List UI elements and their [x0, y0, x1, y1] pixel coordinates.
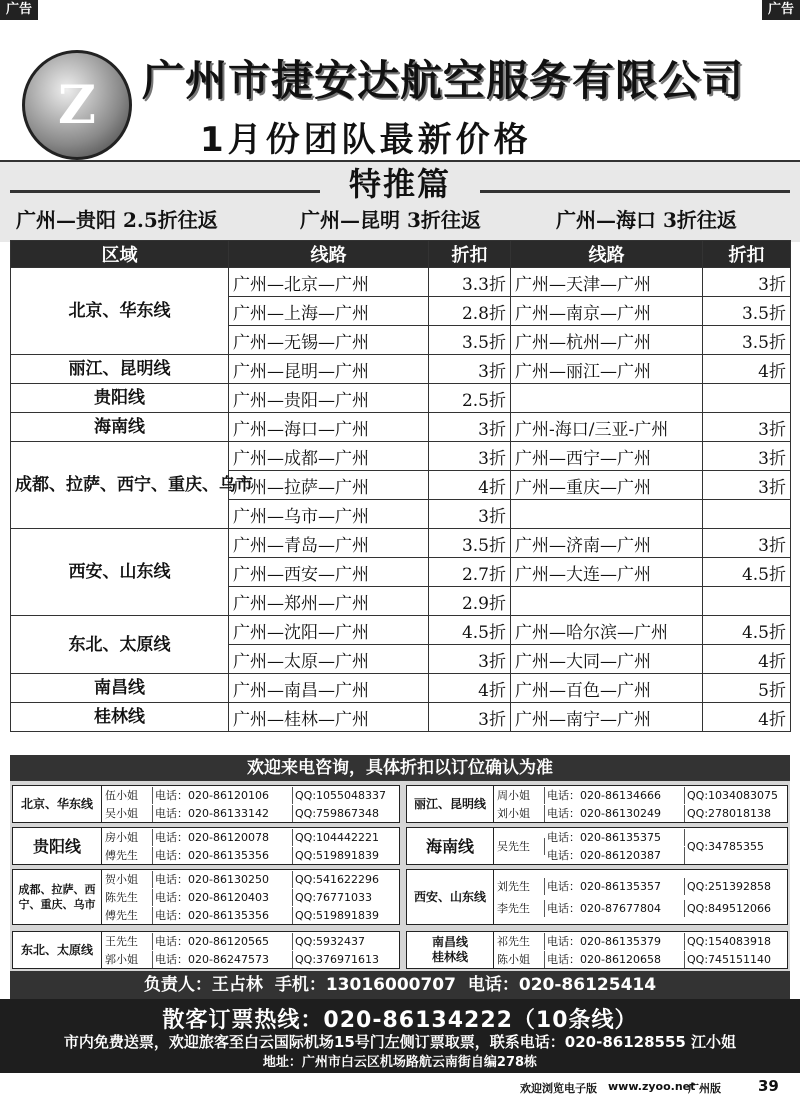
contact-row — [495, 805, 795, 822]
region-cell: 桂林线 — [11, 703, 229, 732]
contact-block-nanchang-guilin — [406, 931, 788, 969]
route-cell: 广州—乌市—广州 — [229, 500, 429, 529]
discount-cell — [703, 384, 791, 413]
contact-name: 贺小姐 — [103, 871, 153, 888]
route-cell: 广州—大同—广州 — [511, 645, 703, 674]
contact-block-lijiang — [406, 785, 788, 823]
region-cell: 海南线 — [11, 413, 229, 442]
contact-phone: 电话：020-86120078 — [153, 829, 293, 846]
discount-cell: 2.5折 — [429, 384, 511, 413]
contact-block-hainan — [406, 827, 788, 865]
contact-phone: 电话：020-87677804 — [545, 900, 685, 917]
ad-label-left: 广告 — [0, 0, 38, 20]
contact-region: 西安、山东线 — [407, 870, 494, 924]
discount-cell: 3折 — [429, 703, 511, 732]
route-cell: 广州—无锡—广州 — [229, 326, 429, 355]
contact-qq: QQ:745151140 — [687, 953, 772, 966]
contact-qq: QQ:34785355 — [687, 840, 765, 853]
contact-phone: 电话：020-86135357 — [545, 878, 685, 895]
manager-mobile: 手机：13016000707 — [274, 975, 456, 995]
contact-region: 海南线 — [407, 828, 494, 864]
discount-cell: 4折 — [703, 645, 791, 674]
discount-cell: 3折 — [429, 645, 511, 674]
contact-region — [407, 932, 494, 968]
contact-row — [495, 787, 795, 804]
contact-row — [495, 838, 545, 855]
contact-phone: 电话：020-86133142 — [153, 805, 293, 822]
header-route: 线路 — [229, 241, 429, 268]
contact-name: 祁先生 — [495, 933, 545, 950]
route-cell: 广州—北京—广州 — [229, 268, 429, 297]
contact-phone: 电话：020-86135356 — [153, 847, 293, 864]
route-cell: 广州—天津—广州 — [511, 268, 703, 297]
discount-cell: 4折 — [429, 471, 511, 500]
discount-cell: 2.7折 — [429, 558, 511, 587]
contact-row — [495, 951, 795, 968]
contact-block-dongbei — [12, 931, 400, 969]
discount-cell: 3折 — [703, 529, 791, 558]
contact-row — [103, 829, 403, 846]
contact-name: 傅先生 — [103, 907, 153, 924]
contact-row — [495, 933, 795, 950]
route-cell: 广州—南昌—广州 — [229, 674, 429, 703]
contact-phone: 电话：020-86135375 — [545, 829, 685, 846]
discount-cell: 3折 — [429, 442, 511, 471]
route-cell: 广州—太原—广州 — [229, 645, 429, 674]
route-cell: 广州—成都—广州 — [229, 442, 429, 471]
contact-row — [685, 838, 795, 855]
contact-phone: 电话：020-86120403 — [153, 889, 293, 906]
route-cell: 广州—拉萨—广州 — [229, 471, 429, 500]
route-cell: 广州—贵阳—广州 — [229, 384, 429, 413]
manager-phone: 电话：020-86125414 — [467, 975, 657, 995]
contact-qq: QQ:278018138 — [687, 807, 772, 820]
route-cell: 广州—桂林—广州 — [229, 703, 429, 732]
discount-cell: 3折 — [429, 413, 511, 442]
route-cell: 广州—郑州—广州 — [229, 587, 429, 616]
table-row — [11, 529, 791, 558]
contact-qq: QQ:376971613 — [295, 953, 380, 966]
contact-row — [495, 878, 795, 895]
contact-row — [545, 829, 685, 846]
discount-cell: 3折 — [703, 471, 791, 500]
price-table — [10, 240, 791, 732]
page-footer — [0, 1076, 800, 1098]
contact-qq: QQ:1034083075 — [687, 789, 779, 802]
region-cell: 南昌线 — [11, 674, 229, 703]
route-cell: 广州—海口—广州 — [229, 413, 429, 442]
table-header-row — [11, 241, 791, 268]
table-row — [11, 384, 791, 413]
contact-row — [545, 847, 685, 864]
logo-glyph: Z — [58, 75, 96, 136]
table-row — [11, 355, 791, 384]
contact-qq: QQ:1055048337 — [295, 789, 387, 802]
region-cell: 成都、拉萨、西宁、重庆、乌市 — [11, 442, 229, 529]
contact-qq: QQ:76771033 — [295, 891, 373, 904]
route-cell — [511, 587, 703, 616]
contact-region: 丽江、昆明线 — [407, 786, 494, 822]
discount-cell: 3.3折 — [429, 268, 511, 297]
discount-cell: 3.5折 — [703, 326, 791, 355]
contact-region: 贵阳线 — [13, 828, 102, 864]
route-cell: 广州—杭州—广州 — [511, 326, 703, 355]
region-cell: 丽江、昆明线 — [11, 355, 229, 384]
footer-text: 欢迎浏览电子版 — [520, 1082, 597, 1095]
table-row — [11, 674, 791, 703]
route-cell: 广州-海口/三亚-广州 — [511, 413, 703, 442]
discount-cell: 3折 — [429, 355, 511, 384]
contact-name: 房小姐 — [103, 829, 153, 846]
route-cell: 广州—西宁—广州 — [511, 442, 703, 471]
promo-kunming: 广州—昆明 3折往返 — [300, 208, 481, 232]
route-cell: 广州—丽江—广州 — [511, 355, 703, 384]
contact-region-nanchang: 南昌线 — [431, 935, 468, 949]
route-cell: 广州—济南—广州 — [511, 529, 703, 558]
contact-row — [103, 871, 403, 888]
discount-cell: 4折 — [703, 703, 791, 732]
contact-region: 成都、拉萨、西宁、重庆、乌市 — [13, 870, 102, 924]
contact-block-beijing — [12, 785, 400, 823]
page-subtitle: 1月份团队最新价格 — [200, 120, 532, 160]
manager-bar — [10, 971, 790, 999]
discount-cell — [703, 500, 791, 529]
contact-qq: QQ:541622296 — [295, 873, 380, 886]
discount-cell: 3折 — [429, 500, 511, 529]
page-number: 39 — [758, 1077, 779, 1095]
contact-row — [103, 933, 403, 950]
contact-name: 傅先生 — [103, 847, 153, 864]
table-row — [11, 268, 791, 297]
header-region: 区域 — [11, 241, 229, 268]
contact-phone: 电话：020-86120106 — [153, 787, 293, 804]
contact-region-guilin: 桂林线 — [431, 950, 468, 964]
contact-name: 伍小姐 — [103, 787, 153, 804]
hotline-delivery: 市内免费送票，欢迎旅客至白云国际机场15号门左侧订票取票，联系电话：020-86128555 江小姐 — [63, 1033, 737, 1051]
region-cell: 东北、太原线 — [11, 616, 229, 674]
route-cell: 广州—昆明—广州 — [229, 355, 429, 384]
contacts-panel — [10, 781, 790, 971]
discount-cell: 3.5折 — [703, 297, 791, 326]
contact-phone: 电话：020-86120565 — [153, 933, 293, 950]
contact-phone: 电话：020-86120387 — [545, 847, 685, 864]
route-cell: 广州—南京—广州 — [511, 297, 703, 326]
route-cell: 广州—沈阳—广州 — [229, 616, 429, 645]
contact-name: 陈小姐 — [495, 951, 545, 968]
discount-cell: 4.5折 — [703, 616, 791, 645]
contact-qq: QQ:154083918 — [687, 935, 772, 948]
route-cell — [511, 384, 703, 413]
contact-name: 王先生 — [103, 933, 153, 950]
route-cell: 广州—南宁—广州 — [511, 703, 703, 732]
contact-name: 陈先生 — [103, 889, 153, 906]
header-route: 线路 — [511, 241, 703, 268]
discount-cell: 2.9折 — [429, 587, 511, 616]
special-title: 特推篇 — [320, 162, 480, 206]
contact-name: 周小姐 — [495, 787, 545, 804]
header-discount: 折扣 — [429, 241, 511, 268]
contact-block-guiyang — [12, 827, 400, 865]
discount-cell: 3折 — [703, 442, 791, 471]
discount-cell: 3.5折 — [429, 529, 511, 558]
route-cell: 广州—重庆—广州 — [511, 471, 703, 500]
manager-name: 负责人：王占林 — [143, 975, 263, 995]
contact-qq: QQ:519891839 — [295, 849, 380, 862]
contact-phone: 电话：020-86130249 — [545, 805, 685, 822]
contact-row — [495, 900, 795, 917]
company-logo — [22, 50, 132, 160]
contact-block-chengdu — [12, 869, 400, 925]
table-row — [11, 616, 791, 645]
route-cell: 广州—西安—广州 — [229, 558, 429, 587]
contact-region: 北京、华东线 — [13, 786, 102, 822]
region-cell: 北京、华东线 — [11, 268, 229, 355]
contact-phone: 电话：020-86247573 — [153, 951, 293, 968]
contact-name: 李先生 — [495, 900, 545, 917]
contact-phone: 电话：020-86135356 — [153, 907, 293, 924]
hotline-panel — [0, 999, 800, 1073]
footer-url[interactable]: www.zyoo.net — [608, 1080, 696, 1093]
contact-qq: QQ:849512066 — [687, 902, 772, 915]
discount-cell: 4.5折 — [703, 558, 791, 587]
contact-row — [103, 787, 403, 804]
contact-phone: 电话：020-86134666 — [545, 787, 685, 804]
contact-phone: 电话：020-86135379 — [545, 933, 685, 950]
region-cell: 西安、山东线 — [11, 529, 229, 616]
discount-cell — [703, 587, 791, 616]
contact-qq: QQ:251392858 — [687, 880, 772, 893]
contact-phone: 电话：020-86130250 — [153, 871, 293, 888]
discount-cell: 2.8折 — [429, 297, 511, 326]
contact-block-xian — [406, 869, 788, 925]
contact-row — [103, 907, 403, 924]
promo-haikou: 广州—海口 3折往返 — [556, 208, 737, 232]
contact-qq: QQ:5932437 — [295, 935, 366, 948]
table-row — [11, 442, 791, 471]
promo-bar — [0, 204, 800, 236]
discount-cell: 5折 — [703, 674, 791, 703]
contact-region: 东北、太原线 — [13, 932, 102, 968]
table-row — [11, 413, 791, 442]
contact-row — [103, 889, 403, 906]
contact-name: 刘小姐 — [495, 805, 545, 822]
region-cell: 贵阳线 — [11, 384, 229, 413]
route-cell: 广州—上海—广州 — [229, 297, 429, 326]
hotline-address: 地址：广州市白云区机场路航云南街自编278栋 — [262, 1055, 538, 1070]
contact-qq: QQ:519891839 — [295, 909, 380, 922]
route-cell: 广州—哈尔滨—广州 — [511, 616, 703, 645]
contact-row — [103, 805, 403, 822]
route-cell: 广州—大连—广州 — [511, 558, 703, 587]
discount-cell: 4.5折 — [429, 616, 511, 645]
contact-name: 郭小姐 — [103, 951, 153, 968]
route-cell: 广州—青岛—广州 — [229, 529, 429, 558]
contact-row — [103, 951, 403, 968]
route-cell: 广州—百色—广州 — [511, 674, 703, 703]
company-name: 广州市捷安达航空服务有限公司 — [142, 56, 745, 105]
contact-phone: 电话：020-86120658 — [545, 951, 685, 968]
contact-qq: QQ:104442221 — [295, 831, 380, 844]
price-table-body — [11, 268, 791, 732]
header — [0, 20, 800, 160]
discount-cell: 3.5折 — [429, 326, 511, 355]
contact-qq: QQ:759867348 — [295, 807, 380, 820]
contact-name: 吴先生 — [495, 838, 545, 855]
discount-cell: 4折 — [429, 674, 511, 703]
contact-row — [103, 847, 403, 864]
promo-guiyang: 广州—贵阳 2.5折往返 — [16, 208, 218, 232]
footer-edition: 广州版 — [688, 1082, 721, 1095]
header-discount: 折扣 — [703, 241, 791, 268]
ad-label-right: 广告 — [762, 0, 800, 20]
hotline-title: 散客订票热线：020-86134222（10条线） — [162, 1008, 638, 1033]
contact-name: 吴小姐 — [103, 805, 153, 822]
discount-cell: 3折 — [703, 268, 791, 297]
route-cell — [511, 500, 703, 529]
table-row — [11, 703, 791, 732]
discount-cell: 3折 — [703, 413, 791, 442]
discount-cell: 4折 — [703, 355, 791, 384]
consult-banner: 欢迎来电咨询，具体折扣以订位确认为准 — [10, 755, 790, 781]
contact-name: 刘先生 — [495, 878, 545, 895]
